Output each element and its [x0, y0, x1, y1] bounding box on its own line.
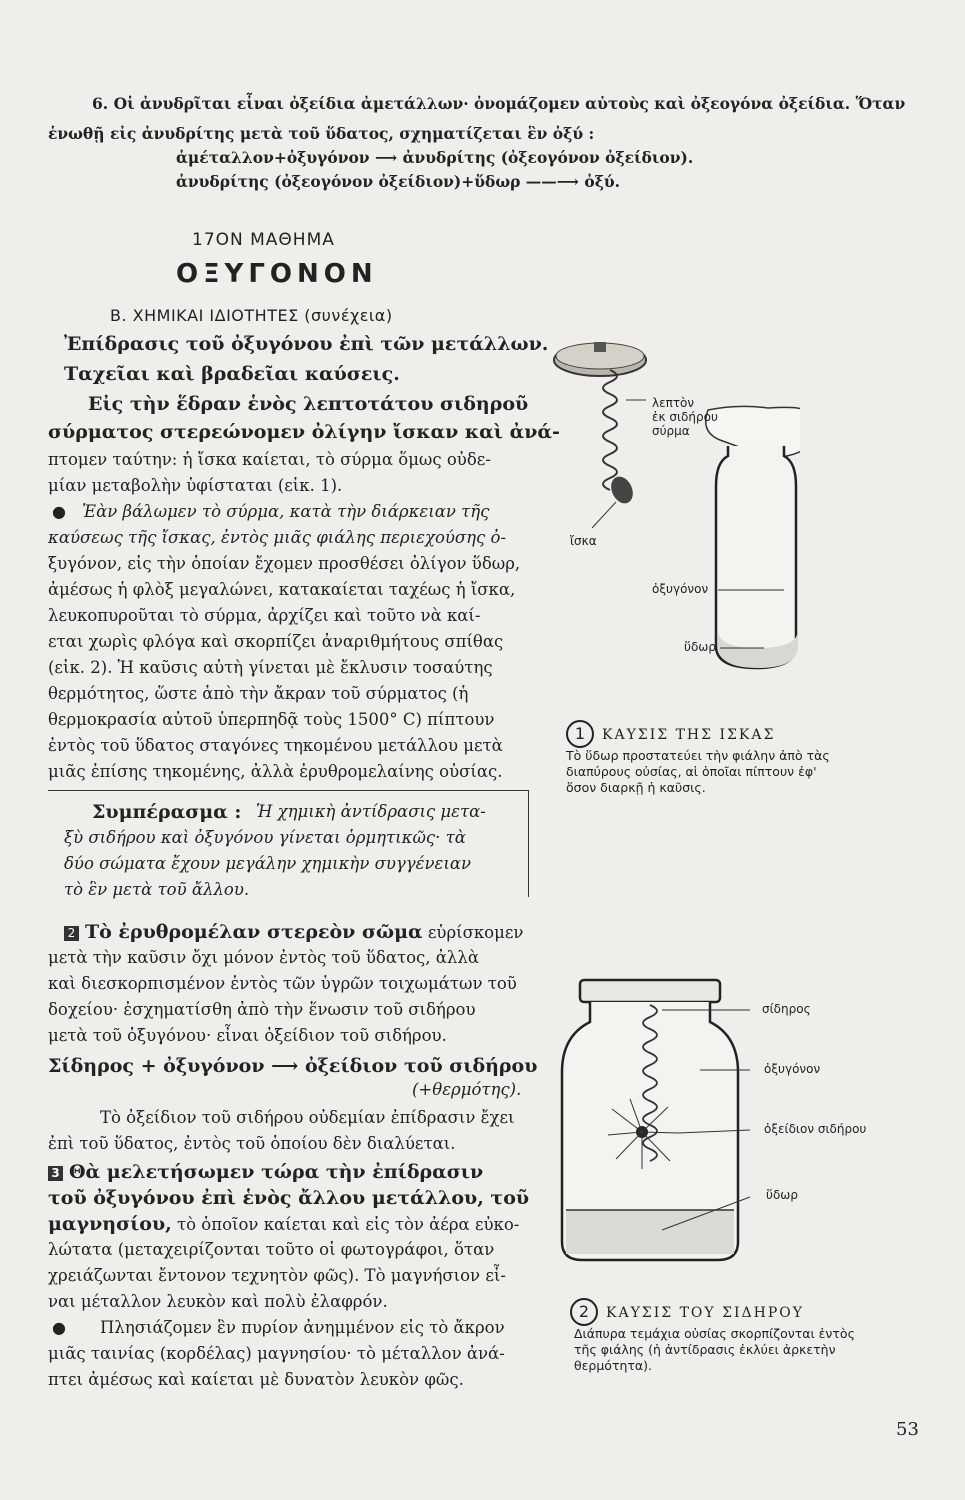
top-line-2: ἑνωθῇ εἰς ἀνυδρίτης μετὰ τοῦ ὕδατος, σχηματίζεται ἓν ὀξύ : [48, 124, 595, 143]
section2-line-2: μετὰ τὴν καῦσιν ὄχι μόνον ἐντὸς τοῦ ὕδατος, ἀλλὰ [48, 948, 479, 967]
figure1-caption-3: ὅσον διαρκῇ ἡ καῦσις. [566, 780, 706, 795]
section-heading: Β. ΧΗΜΙΚΑΙ ΙΔΙΟΤΗΤΕΣ (συνέχεια) [110, 306, 393, 325]
figure1-number: 1 [566, 720, 594, 748]
page-number: 53 [896, 1419, 919, 1440]
figure1-stopper [554, 342, 646, 376]
conclusion-label: Συμπέρασμα : [92, 801, 242, 823]
figure2-caption-2: τῆς φιάλης (ἡ ἀντίδρασις ἐκλύει ἀρκετὴν [574, 1342, 836, 1357]
section3-bullet-3: πτει ἀμέσως καὶ καίεται μὲ δυνατὸν λευκὸν φῶς. [48, 1370, 464, 1389]
para2-line-4: ἀμέσως ἡ φλὸξ μεγαλώνει, κατακαίεται ταχέως ἡ ἴσκα, [48, 580, 516, 599]
para2-line-7: (εἰκ. 2). Ἡ καῦσις αὐτὴ γίνεται μὲ ἔκλυσιν τοσαύτης [48, 658, 493, 677]
figure2-label-oxygen: ὀξυγόνον [764, 1062, 821, 1076]
section3-bullet-1: Πλησιάζομεν ἓν πυρίον ἀνημμένον εἰς τὸ ἄκρον [100, 1318, 505, 1337]
figure2-caption-title [570, 1298, 804, 1326]
para2-line-1: Ἐὰν βάλωμεν τὸ σύρμα, κατὰ τὴν διάρκειαν τῆς [82, 502, 490, 521]
figure2-number: 2 [570, 1298, 598, 1326]
lesson-label: 17ΟΝ ΜΑΘΗΜΑ [192, 230, 335, 250]
figure1-label-tinder: ἴσκα [570, 534, 597, 548]
section3-heading-2: τοῦ ὀξυγόνου ἐπὶ ἑνὸς ἄλλου μετάλλου, τοῦ [48, 1187, 530, 1209]
conclusion-line-4: τὸ ἓν μετὰ τοῦ ἄλλου. [64, 880, 250, 899]
section2-heading-line [64, 920, 523, 945]
figure2-jar [562, 980, 738, 1260]
top-line-4: ἀνυδρίτης (ὀξεογόνον ὀξείδιον)+ὕδωρ ——⟶ ὀξύ. [176, 172, 621, 191]
conclusion-line-1: Ἡ χημικὴ ἀντίδρασις μετα- [256, 802, 486, 821]
figure1-illustration [550, 330, 800, 710]
figure1-wire-coil [603, 370, 617, 490]
para1-line-4: μίαν μεταβολὴν ὑφίσταται (εἰκ. 1). [48, 476, 343, 495]
section3-heading-3-line [48, 1212, 519, 1237]
section2-line-3: καὶ διεσκορπισμένον ἐντὸς τῶν ὑγρῶν τοιχωμάτων τοῦ [48, 974, 517, 993]
subheading-2: Ταχεῖαι καὶ βραδεῖαι καύσεις. [64, 363, 400, 385]
section2-equation: Σίδηρος + ὀξυγόνον ⟶ ὀξείδιον τοῦ σιδήρου [48, 1055, 538, 1077]
figure1-caption-2: διαπύρους οὐσίας, αἱ ὁποῖαι πίπτουν ἐφ' [566, 764, 817, 779]
para2-line-9: θερμοκρασία αὐτοῦ ὑπερπηδᾷ τοὺς 1500° C) πίπτουν [48, 710, 495, 729]
figure1-caption-1: Τὸ ὕδωρ προστατεύει τὴν φιάλην ἀπὸ τὰς [566, 748, 830, 763]
bullet-dot-1: ● [52, 502, 66, 521]
figure2-title: ΚΑΥΣΙΣ ΤΟΥ ΣΙΔΗΡΟΥ [606, 1305, 804, 1321]
subheading-1: Ἐπίδρασις τοῦ ὀξυγόνου ἐπὶ τῶν μετάλλων. [64, 333, 549, 355]
para2-line-6: εται χωρὶς φλόγα καὶ σκορπίζει ἀναριθμήτους σπίθας [48, 632, 504, 651]
para1-line-1: Εἰς τὴν ἕδραν ἑνὸς λεπτοτάτου σιδηροῦ [88, 393, 529, 415]
section2-marker: 2 [64, 926, 79, 941]
figure2-label-water: ὕδωρ [766, 1188, 798, 1202]
para1-line-3: πτομεν ταύτην: ἡ ἴσκα καίεται, τὸ σύρμα ὅμως οὐδε- [48, 450, 491, 469]
conclusion-line-3: δύο σώματα ἔχουν μεγάλην χημικὴν συγγένειαν [64, 854, 471, 873]
figure1-label-wire-2: ἐκ σιδήρου [652, 410, 718, 424]
section3-heading-1: Θὰ μελετήσωμεν τώρα τὴν ἐπίδρασιν [69, 1161, 484, 1183]
figure2-label-iron: σίδηρος [762, 1002, 811, 1016]
figure1-label-wire: λεπτὸν [652, 396, 695, 410]
para2-line-3: ξυγόνον, εἰς τὴν ὁποίαν ἔχομεν προσθέσει ὀλίγον ὕδωρ, [48, 554, 521, 573]
section2-equation-note: (+θερμότης). [412, 1080, 522, 1099]
section3-line-4: ναι μέταλλον λευκὸν καὶ πολὺ ἐλαφρόν. [48, 1292, 388, 1311]
section2-line-4: δοχείου· ἐσχηματίσθη ἀπὸ τὴν ἕνωσιν τοῦ σιδήρου [48, 1000, 476, 1019]
bullet-dot-2: ● [52, 1318, 66, 1337]
section3-line-1: τὸ ὁποῖον καίεται καὶ εἰς τὸν ἀέρα εὐκο- [177, 1215, 520, 1234]
section3-bullet-2: μιᾶς ταινίας (κορδέλας) μαγνησίου· τὸ μέταλλον ἀνά- [48, 1344, 505, 1363]
conclusion-line-2: ξὺ σιδήρου καὶ ὀξυγόνου γίνεται ὁρμητικῶς· τὰ [64, 828, 466, 847]
para2-line-2: καύσεως τῆς ἴσκας, ἐντὸς μιᾶς φιάλης περιεχούσης ὀ- [48, 528, 507, 547]
figure1-label-oxygen: ὀξυγόνον [652, 582, 709, 596]
section2-after-1: Τὸ ὀξείδιον τοῦ σιδήρου οὐδεμίαν ἐπίδρασιν ἔχει [100, 1108, 515, 1127]
lesson-title: ΟΞΥΓΟΝΟΝ [176, 259, 378, 289]
para2-line-8: θερμότητος, ὥστε ἀπὸ τὴν ἄκραν τοῦ σύρματος (ἡ [48, 684, 469, 703]
top-line-3: ἀμέταλλον+ὀξυγόνον ⟶ ἀνυδρίτης (ὀξεογόνον ὀξείδιον). [176, 148, 694, 167]
section2-heading: Τὸ ἐρυθρομέλαν στερεὸν σῶμα [85, 921, 423, 943]
section3-marker: 3 [48, 1166, 63, 1181]
figure2-caption-3: θερμότητα). [574, 1358, 653, 1373]
figure2-caption-1: Διάπυρα τεμάχια οὐσίας σκορπίζονται ἐντὸς [574, 1326, 855, 1341]
para1-line-2: σύρματος στερεώνομεν ὀλίγην ἴσκαν καὶ ἀνά- [48, 421, 560, 443]
section3-heading-3: μαγνησίου, [48, 1213, 172, 1235]
figure1-caption-title [566, 720, 775, 748]
para2-line-11: μιᾶς ἐπίσης τηκομένης, ἀλλὰ ἐρυθρομελαίνης οὐσίας. [48, 762, 503, 781]
figure1-jar [706, 406, 800, 668]
figure1-tinder-pointer [592, 502, 616, 528]
section3-line-3: χρειάζωνται ἔντονον τεχνητὸν φῶς). Τὸ μαγνήσιον εἶ- [48, 1266, 506, 1285]
para2-line-5: λευκοπυροῦται τὸ σύρμα, ἀρχίζει καὶ τοῦτο νὰ καί- [48, 606, 481, 625]
top-line-1: 6. Οἱ ἀνυδρῖται εἶναι ὀξείδια ἀμετάλλων· ὀνομάζομεν αὐτοὺς καὶ ὀξεογόνα ὀξείδια. Ὅταν [92, 94, 906, 113]
figure1-title: ΚΑΥΣΙΣ ΤΗΣ ΙΣΚΑΣ [602, 727, 776, 743]
figure1-label-wire-3: σύρμα [652, 424, 690, 438]
section3-line-2: λώτατα (μεταχειρίζονται τοῦτο οἱ φωτογράφοι, ὅταν [48, 1240, 495, 1259]
figure2-label-oxide: ὀξείδιον σιδήρου [764, 1122, 867, 1136]
section2-line-5: μετὰ τοῦ ὀξυγόνου· εἶναι ὀξείδιον τοῦ σιδήρου. [48, 1026, 447, 1045]
para2-line-10: ἐντὸς τοῦ ὕδατος σταγόνες τηκομένου μετάλλου μετὰ [48, 736, 503, 755]
figure1-label-water: ὕδωρ [684, 640, 716, 654]
section3-heading-1-line [48, 1160, 483, 1184]
section2-line-1: εὑρίσκομεν [427, 923, 524, 942]
section2-after-2: ἐπὶ τοῦ ὕδατος, ἐντὸς τοῦ ὁποίου δὲν διαλύεται. [48, 1134, 456, 1153]
